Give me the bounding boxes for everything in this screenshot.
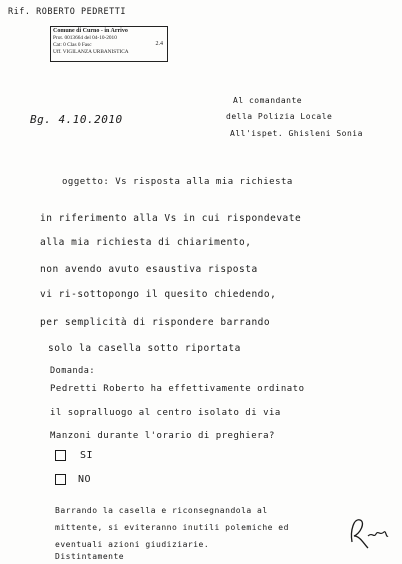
checkbox-si[interactable] xyxy=(55,450,66,461)
closing-line-1: Barrando la casella e riconsegnandola al xyxy=(55,506,268,515)
closing-line-4: Distintamente xyxy=(55,552,125,561)
recipient-line-1: Al comandante xyxy=(233,96,303,105)
closing-line-2: mittente, si eviteranno inutili polemiche ed xyxy=(55,523,289,532)
question-line-2: il sopralluogo al centro isolato di via xyxy=(50,408,281,418)
stamp-office: Uff. VIGILANZA URBANISTICA xyxy=(53,49,129,55)
question-label: Domanda: xyxy=(50,366,95,376)
checkbox-no[interactable] xyxy=(55,474,66,485)
stamp-number: 2.4 xyxy=(155,41,163,47)
stamp-cat: Cat: 0 Clas 0 Fasc xyxy=(53,42,92,48)
recipient-line-3: All'ispet. Ghisleni Sonia xyxy=(230,129,363,138)
protocol-stamp xyxy=(50,26,168,62)
body-line-2: alla mia richiesta di chiarimento, xyxy=(40,237,252,248)
body-line-4: vi ri-sottopongo il quesito chiedendo, xyxy=(40,289,277,300)
sender-line: Rif. ROBERTO PEDRETTI xyxy=(8,7,126,17)
closing-line-3: eventuali azioni giudiziarie. xyxy=(55,540,210,549)
subject-line: oggetto: Vs risposta alla mia richiesta xyxy=(62,177,293,187)
question-line-1: Pedretti Roberto ha effettivamente ordinato xyxy=(50,384,305,394)
recipient-line-2: della Polizia Locale xyxy=(226,112,333,121)
body-line-1: in riferimento alla Vs in cui rispondevate xyxy=(40,213,302,224)
question-line-3: Manzoni durante l'orario di preghiera? xyxy=(50,431,275,441)
option-si-label: SI xyxy=(80,450,94,461)
stamp-title: Comune di Curno - in Arrivo xyxy=(53,28,128,34)
option-no-label: NO xyxy=(78,474,92,485)
body-line-3: non avendo avuto esaustiva risposta xyxy=(40,264,258,275)
body-line-5: per semplicità di rispondere barrando xyxy=(40,317,271,328)
body-line-6: solo la casella sotto riportata xyxy=(48,343,241,354)
handwritten-signature xyxy=(346,512,390,552)
stamp-prot: Prot. 0013664 del 04-10-2010 xyxy=(53,35,117,41)
date-line: Bg. 4.10.2010 xyxy=(30,113,123,126)
